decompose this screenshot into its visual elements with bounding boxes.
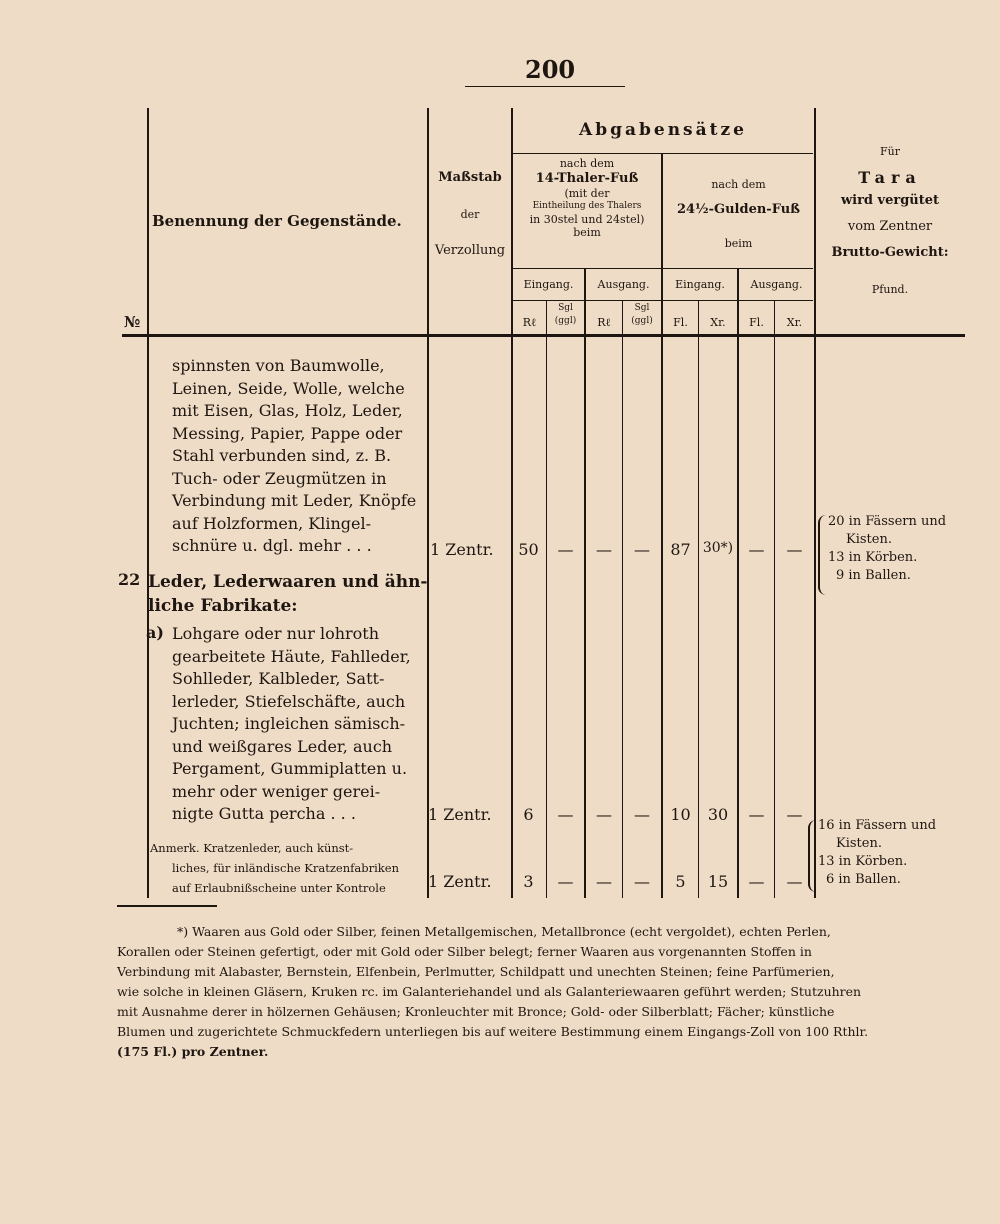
footnote-line: mit Ausnahme derer in hölzernen Gehäusen; Kronleuchter mit Bronce; Gold- oder Silberblatt; Fächer; künstliche [117, 1004, 835, 1019]
row3-scale: 1 Zentr. [428, 805, 492, 824]
row3-sgr: — [557, 805, 574, 824]
taler-line-1: nach dem [559, 157, 615, 170]
page-number-rule [465, 86, 625, 87]
taler-line-2: 14-Thaler-Fuß [535, 171, 639, 186]
footnote-line: Verbindung mit Alabaster, Bernstein, Elfenbein, Perlmutter, Schildpatt und unechten Steinen; feine Parfümerien, [117, 964, 835, 979]
row1-line: Messing, Papier, Pappe oder [172, 423, 403, 443]
row1-tara-line: 9 in Ballen. [836, 568, 911, 583]
row4-out-sgr: — [634, 872, 650, 891]
taler-line-6: beim [573, 226, 601, 239]
row1-sgr: — [557, 540, 574, 559]
header-scale [429, 170, 511, 259]
row1-text [172, 355, 416, 558]
row1-tara-line: Kisten. [846, 532, 892, 547]
row3-line: Sohlleder, Kalbleder, Satt- [172, 669, 385, 688]
unit-xr-out: Xr. [786, 316, 803, 329]
header-scale-3: Verzollung [434, 243, 506, 258]
taler-eingang-label: Eingang. [523, 278, 574, 291]
row4-xr: 15 [707, 872, 729, 891]
row1-line: schnüre u. dgl. mehr . . . [172, 536, 372, 555]
unit-sgr-in: Sgl (ggl) [554, 303, 577, 326]
row3-line: Pergament, Gummiplatten u. [172, 759, 408, 778]
row1-out-rt: — [596, 540, 612, 559]
tara-line-1: Für [880, 145, 900, 158]
header-rates-title: Abgabensätze [579, 120, 747, 140]
row3-tara-line: 6 in Ballen. [826, 872, 901, 887]
row3-xr: 30 [707, 805, 729, 824]
row3-line: und weißgares Leder, auch [172, 736, 393, 756]
row3-text [172, 623, 411, 826]
rates-title-rule [513, 153, 813, 154]
page-number: 200 [525, 55, 576, 84]
header-taler-foot [513, 157, 661, 239]
row4-fl: 5 [675, 872, 686, 891]
row4-line: Anmerk. Kratzenleder, auch künst- [150, 841, 354, 855]
row1-rt: 50 [518, 540, 539, 559]
row1-line: spinnsten von Baumwolle, [172, 356, 385, 375]
row1-xr: 30*) [702, 540, 734, 556]
row1-line: auf Holzformen, Klingel- [172, 513, 372, 533]
row1-out-sgr: — [634, 540, 650, 559]
row1-tara-brace [818, 515, 826, 595]
header-no: № [124, 313, 141, 331]
row3-line: Lohgare oder nur lohroth [172, 624, 380, 643]
row3-line: lerleder, Stiefelschäfte, auch [172, 691, 406, 711]
unit-xr-in: Xr. [710, 316, 726, 329]
row3-tara-line: 16 in Fässern und [818, 818, 937, 833]
row3-rt: 6 [523, 805, 534, 824]
col-rule-sgr [584, 268, 586, 898]
row2-line: Leder, Lederwaaren und ähn- [148, 572, 428, 592]
taler-line-4: Eintheilung des Thalers [532, 201, 642, 211]
row2-line: liche Fabrikate: [148, 596, 298, 616]
footnote-line: *) Waaren aus Gold oder Silber, feinen Metallgemischen, Metallbronce (echt vergoldet), echten Perlen, [177, 924, 831, 939]
header-bottom-rule [122, 334, 965, 337]
taler-line-3: (mit der [564, 187, 610, 200]
tara-line-2: Tara [858, 168, 922, 187]
row2-text [148, 570, 428, 618]
gulden-line-3: beim [724, 237, 753, 250]
row3-out-rt: — [596, 805, 612, 824]
row3-line: mehr oder weniger gerei- [172, 781, 381, 801]
row3-tara [818, 817, 936, 889]
row4-line: auf Erlaubnißscheine unter Kontrole [172, 881, 386, 895]
header-gulden-foot [663, 178, 814, 250]
gulden-line-1: nach dem [711, 178, 766, 191]
row1-line: Stahl verbunden sind, z. B. [172, 446, 392, 465]
row4-sgr: — [557, 872, 574, 891]
row3-out-sgr: — [634, 805, 650, 824]
row3-fl: 10 [670, 805, 691, 824]
row1-out-fl: — [748, 540, 765, 559]
tara-line-6: Pfund. [871, 283, 909, 296]
tara-line-4: vom Zentner [847, 219, 933, 234]
gulden-line-2: 24½-Gulden-Fuß [676, 202, 801, 217]
row1-tara-line: 20 in Fässern und [828, 514, 947, 529]
row4-rt: 3 [523, 872, 534, 891]
unit-fl-in: Fl. [673, 316, 688, 329]
row4-scale: 1 Zentr. [428, 872, 492, 891]
unit-fl-out: Fl. [749, 316, 764, 329]
header-item-name: Benennung der Gegenstände. [152, 212, 402, 230]
footnote-line: Korallen oder Steinen gefertigt, oder mit Gold oder Silber belegt; ferner Waaren aus vorgenannten Stoffen in [117, 944, 812, 959]
header-tara [816, 145, 964, 296]
taler-ausgang-label: Ausgang. [597, 278, 650, 291]
row1-scale: 1 Zentr. [430, 540, 494, 559]
col-rule-no [147, 108, 149, 898]
row4-out-fl: — [748, 872, 765, 891]
row3-tara-line: Kisten. [836, 836, 882, 851]
table-end-rule [117, 905, 217, 907]
row4-out-rt: — [596, 872, 612, 891]
row4-out-xr: — [786, 872, 803, 891]
footnote [117, 922, 868, 1062]
unit-rt-in: Rℓ [522, 316, 537, 329]
row1-line: Verbindung mit Leder, Knöpfe [172, 491, 417, 510]
footnote-line: Blumen und zugerichtete Schmuckfedern unterliegen bis auf weitere Bestimmung einem Eingangs-Zoll von 100 Rthlr. [117, 1024, 869, 1039]
unit-rt-out: Rℓ [597, 316, 611, 329]
row1-line: Tuch- oder Zeugmützen in [172, 468, 387, 488]
row3-line: Juchten; ingleichen sämisch- [172, 714, 406, 733]
row3-label: a) [146, 623, 164, 642]
tara-line-3: wird vergütet [840, 193, 940, 208]
subheader-rule [513, 300, 813, 301]
row1-fl: 87 [670, 540, 691, 559]
row3-line: gearbeitete Häute, Fahlleder, [172, 646, 411, 666]
row1-line: Leinen, Seide, Wolle, welche [172, 378, 405, 398]
tara-line-5: Brutto-Gewicht: [831, 245, 949, 260]
header-scale-1: Maßstab [438, 170, 502, 185]
header-scale-2: der [460, 208, 480, 221]
unit-sgr-out: Sgl (ggl) [631, 303, 653, 326]
row3-tara-line: 13 in Körben. [818, 854, 908, 869]
footnote-line: wie solche in kleinen Gläsern, Kruken rc. im Galanteriehandel und als Galanteriewaaren geführt werden; Stutzuhren [117, 984, 862, 999]
taler-line-5: in 30stel und 24stel) [529, 213, 645, 226]
row1-line: mit Eisen, Glas, Holz, Leder, [172, 401, 403, 420]
row1-out-xr: — [786, 540, 803, 559]
beim-rule [513, 268, 813, 269]
gulden-ausgang-label: Ausgang. [750, 278, 803, 291]
col-rule-taler [661, 153, 663, 898]
row1-tara-line: 13 in Körben. [828, 550, 918, 565]
row4-line: liches, für inländische Kratzenfabriken [172, 861, 399, 875]
row3-out-fl: — [748, 805, 765, 824]
row2-number: 22 [118, 570, 141, 589]
col-rule-xr [737, 268, 739, 898]
gulden-eingang-label: Eingang. [675, 278, 725, 291]
row3-line: nigte Gutta percha . . . [172, 804, 356, 823]
footnote-line: (175 Fl.) pro Zentner. [117, 1044, 269, 1059]
row3-out-xr: — [786, 805, 803, 824]
row1-tara [828, 513, 946, 585]
row4-text [150, 838, 399, 898]
